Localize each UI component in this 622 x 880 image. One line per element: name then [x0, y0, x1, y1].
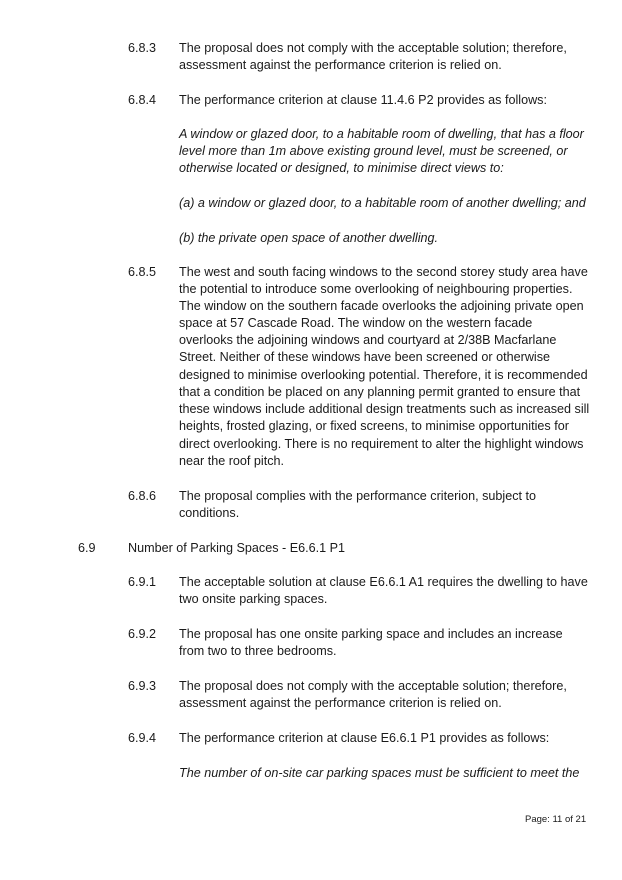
- section-number: 6.9.4: [128, 731, 157, 745]
- paragraph-line: assessment against the performance criterion is relied on.: [179, 58, 502, 72]
- section-number: 6.8.4: [128, 93, 157, 107]
- quote-line: (a) a window or glazed door, to a habitable room of another dwelling; and: [179, 196, 586, 210]
- paragraph-line: from two to three bedrooms.: [179, 644, 337, 658]
- paragraph-line: overlooks the adjoining windows and courtyard at 2/38B Macfarlane: [179, 333, 557, 347]
- paragraph-line: the potential to introduce some overlooking of neighbouring properties.: [179, 282, 573, 296]
- section-number: 6.8.3: [128, 41, 157, 55]
- paragraph-line: assessment against the performance criterion is relied on.: [179, 696, 502, 710]
- section-number: 6.9.2: [128, 627, 157, 641]
- paragraph-line: The window on the southern facade overlooks the adjoining private open: [179, 299, 584, 313]
- quote-line: The number of on-site car parking spaces must be sufficient to meet the: [179, 766, 580, 780]
- paragraph-line: The performance criterion at clause E6.6.1 P1 provides as follows:: [179, 731, 550, 745]
- paragraph-line: Street. Neither of these windows have been screened or otherwise: [179, 350, 551, 364]
- section-number: 6.8.5: [128, 265, 157, 279]
- quote-line: level more than 1m above existing ground level, must be screened, or: [179, 144, 568, 158]
- paragraph-line: direct overlooking. There is no requirement to alter the highlight windows: [179, 437, 584, 451]
- paragraph-line: these windows include additional design treatments such as increased sill: [179, 402, 590, 416]
- paragraph-line: The proposal complies with the performance criterion, subject to: [179, 489, 536, 503]
- paragraph-line: conditions.: [179, 506, 240, 520]
- section-number: 6.9: [78, 541, 96, 555]
- section-number: 6.9.3: [128, 679, 157, 693]
- paragraph-line: The west and south facing windows to the second storey study area have: [179, 265, 588, 279]
- paragraph-line: The proposal does not comply with the acceptable solution; therefore,: [179, 679, 567, 693]
- paragraph-line: space at 57 Cascade Road. The window on the western facade: [179, 316, 533, 330]
- paragraph-line: heights, frosted glazing, or fixed screens, to minimise opportunities for: [179, 419, 569, 433]
- quote-line: otherwise located or designed, to minimise direct views to:: [179, 161, 504, 175]
- section-number: 6.8.6: [128, 489, 157, 503]
- paragraph-line: The proposal does not comply with the acceptable solution; therefore,: [179, 41, 567, 55]
- paragraph-line: that a condition be placed on any planning permit granted to ensure that: [179, 385, 581, 399]
- section-heading: Number of Parking Spaces - E6.6.1 P1: [128, 541, 346, 555]
- paragraph-line: designed to minimise overlooking potential. Therefore, it is recommended: [179, 368, 588, 382]
- paragraph-line: The proposal has one onsite parking space and includes an increase: [179, 627, 563, 641]
- quote-line: A window or glazed door, to a habitable room of dwelling, that has a floor: [179, 127, 584, 141]
- paragraph-line: two onsite parking spaces.: [179, 592, 328, 606]
- page-number: Page: 11 of 21: [525, 814, 587, 825]
- quote-line: (b) the private open space of another dwelling.: [179, 231, 439, 245]
- section-number: 6.9.1: [128, 575, 157, 589]
- paragraph-line: near the roof pitch.: [179, 454, 285, 468]
- paragraph-line: The performance criterion at clause 11.4.6 P2 provides as follows:: [179, 93, 547, 107]
- paragraph-line: The acceptable solution at clause E6.6.1 A1 requires the dwelling to have: [179, 575, 588, 589]
